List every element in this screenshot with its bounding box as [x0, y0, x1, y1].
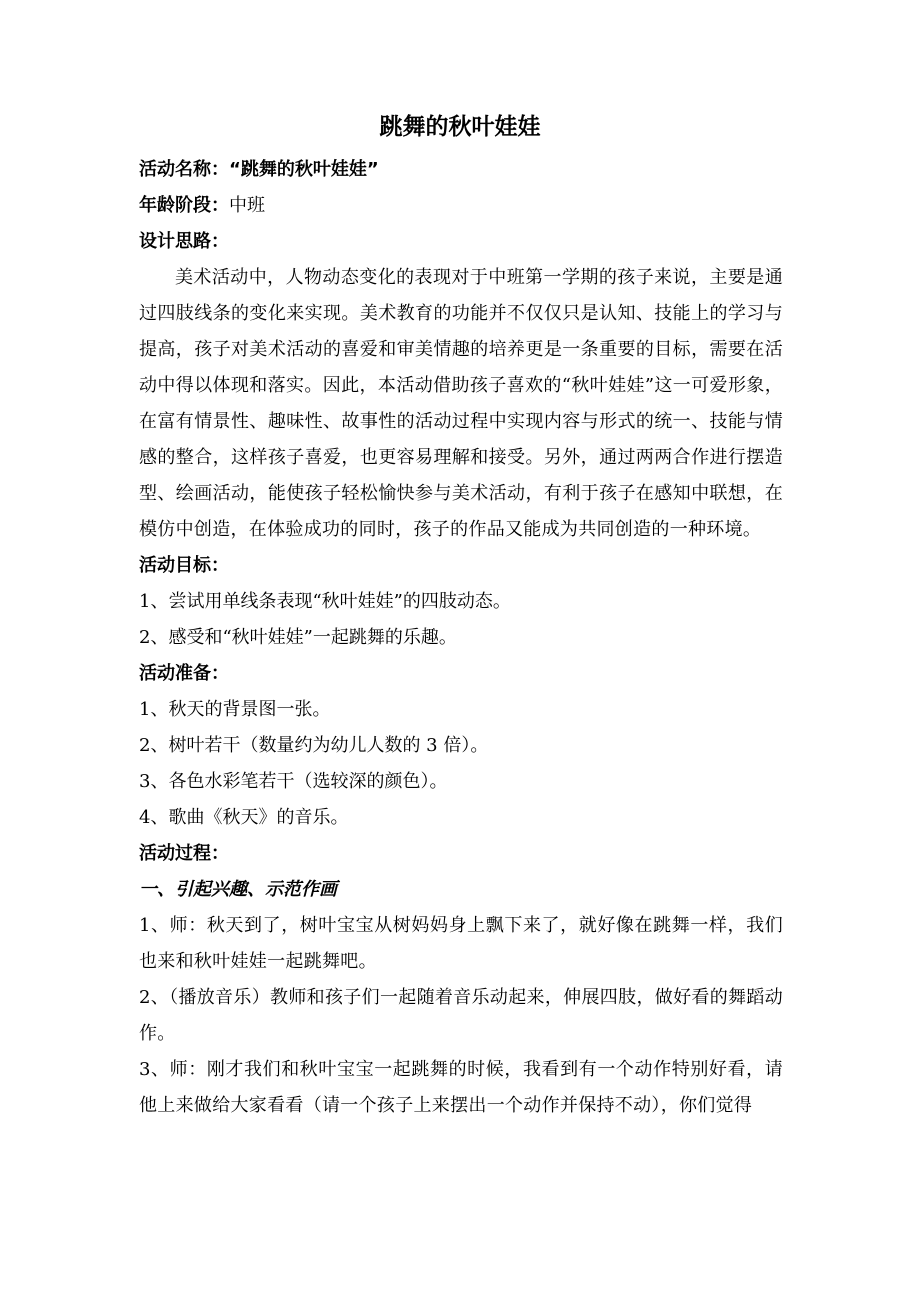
- preparation-heading: 活动准备：: [139, 663, 229, 684]
- process-heading: 活动过程：: [139, 843, 229, 864]
- age-stage-value: 中班: [229, 195, 265, 216]
- design-idea-heading: 设计思路：: [139, 231, 229, 252]
- goals-heading: 活动目标：: [139, 555, 229, 576]
- goal-item: 1、尝试用单线条表现“秋叶娃娃”的四肢动态。: [139, 591, 511, 612]
- goal-item: 2、感受和“秋叶娃娃”一起跳舞的乐趣。: [139, 627, 457, 648]
- preparation-item: 2、树叶若干（数量约为幼儿人数的 3 倍）。: [139, 735, 489, 756]
- preparation-item: 4、歌曲《秋天》的音乐。: [139, 807, 349, 828]
- process-section-heading: 一、引起兴趣、示范作画: [139, 879, 337, 900]
- document-body: [139, 152, 783, 1124]
- age-stage-line: [139, 188, 783, 224]
- document-title: 跳舞的秋叶娃娃: [379, 114, 541, 140]
- preparation-item: 1、秋天的背景图一张。: [139, 699, 331, 720]
- preparation-item: 3、各色水彩笔若干（选较深的颜色）。: [139, 771, 448, 792]
- design-idea-paragraph: 美术活动中，人物动态变化的表现对于中班第一学期的孩子来说，主要是通过四肢线条的变化来实现。美术教育的功能并不仅仅只是认知、技能上的学习与提高，孩子对美术活动的喜爱和审美情趣的培养更是一条重要的目标，需要在活动中得以体现和落实。因此，本活动借助孩子喜欢的“秋叶娃娃”这一可爱形象，在富有情景性、趣味性、故事性的活动过程中实现内容与形式的统一、技能与情感的整合，这样孩子喜爱，也更容易理解和接受。另外，通过两两合作进行摆造型、绘画活动，能使孩子轻松愉快参与美术活动，有利于孩子在感知中联想，在模仿中创造，在体验成功的同时，孩子的作品又能成为共同创造的一种环境。: [139, 267, 783, 540]
- process-step: 3、师：刚才我们和秋叶宝宝一起跳舞的时候，我看到有一个动作特别好看，请他上来做给大家看看（请一个孩子上来摆出一个动作并保持不动），你们觉得: [139, 1059, 783, 1116]
- activity-name-value: “跳舞的秋叶娃娃”: [229, 159, 379, 180]
- process-step: 1、师：秋天到了，树叶宝宝从树妈妈身上飘下来了，就好像在跳舞一样，我们也来和秋叶娃娃一起跳舞吧。: [139, 915, 783, 972]
- process-step: 2、（播放音乐）教师和孩子们一起随着音乐动起来，伸展四肢，做好看的舞蹈动作。: [139, 987, 783, 1044]
- age-stage-label: 年龄阶段：: [139, 195, 229, 216]
- activity-name-label: 活动名称：: [139, 159, 229, 180]
- activity-name-line: [139, 152, 783, 188]
